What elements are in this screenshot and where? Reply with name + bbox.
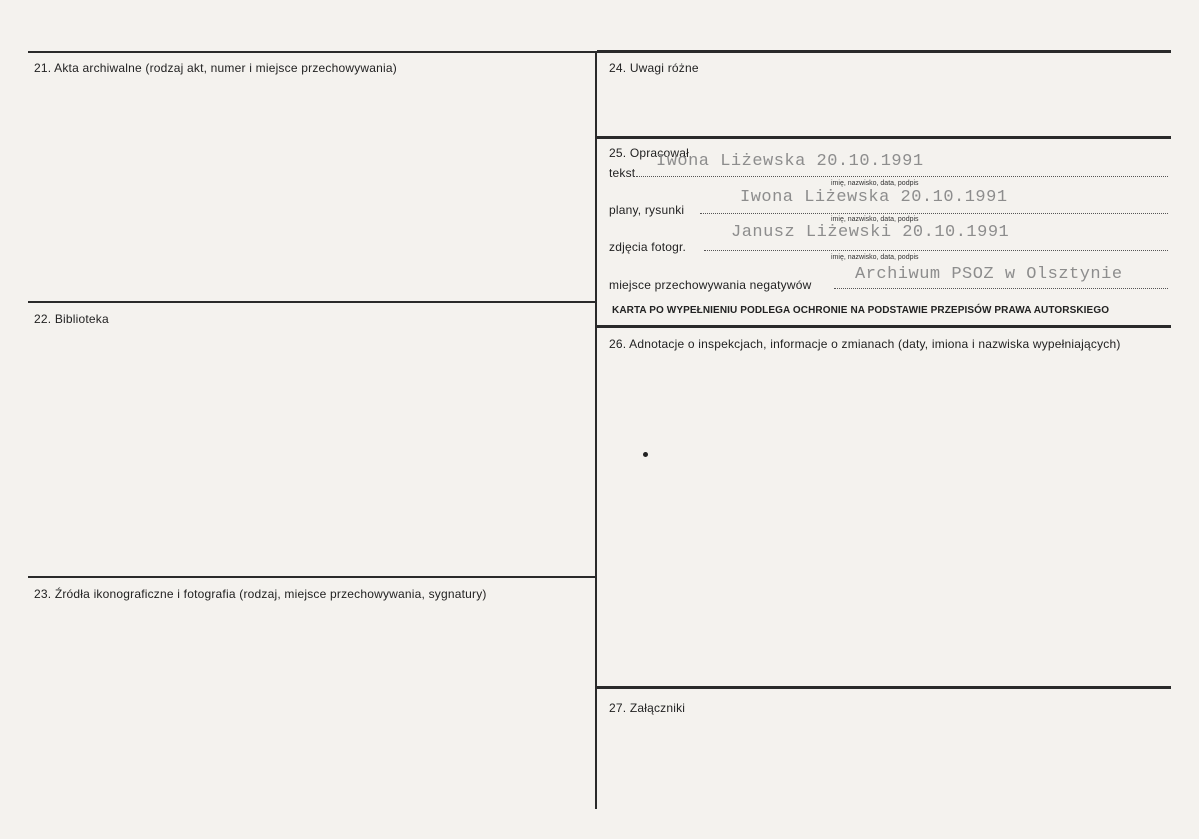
photos-field-line <box>704 250 1168 251</box>
plans-field-value: Iwona Liżewska 20.10.1991 <box>740 188 1008 207</box>
top-rule-right <box>597 50 1171 53</box>
rule-25 <box>597 136 1171 139</box>
section-21-label: 21. Akta archiwalne (rodzaj akt, numer i miejsce przechowywania) <box>34 61 397 75</box>
section-26-label: 26. Adnotacje o inspekcjach, informacje o zmianach (daty, imiona i nazwiska wypełniających) <box>609 337 1121 351</box>
ink-speck <box>643 452 648 457</box>
rule-22 <box>28 301 596 303</box>
rule-26 <box>597 325 1171 328</box>
section-24-label: 24. Uwagi różne <box>609 61 699 75</box>
negatives-field-value: Archiwum PSOZ w Olsztynie <box>855 265 1123 284</box>
plans-field-label: plany, rysunki <box>609 203 685 217</box>
text-field-hint: imię, nazwisko, data, podpis <box>831 180 919 187</box>
text-field-line <box>636 176 1168 177</box>
text-field-label: tekst <box>609 166 636 180</box>
photos-field-hint: imię, nazwisko, data, podpis <box>831 254 919 261</box>
center-divider <box>595 51 597 809</box>
copyright-warning: KARTA PO WYPEŁNIENIU PODLEGA OCHRONIE NA PODSTAWIE PRZEPISÓW PRAWA AUTORSKIEGO <box>612 305 1110 316</box>
section-23-label: 23. Źródła ikonograficzne i fotografia (rodzaj, miejsce przechowywania, sygnatury) <box>34 587 487 601</box>
negatives-field-label: miejsce przechowywania negatywów <box>609 278 812 292</box>
section-22-label: 22. Biblioteka <box>34 312 109 326</box>
photos-field-value: Janusz Liżewski 20.10.1991 <box>731 223 1010 242</box>
negatives-field-line <box>834 288 1168 289</box>
section-27-label: 27. Załączniki <box>609 701 686 715</box>
plans-field-hint: imię, nazwisko, data, podpis <box>831 216 919 223</box>
section-25-label: 25. Opracował <box>609 146 689 160</box>
top-rule-left <box>28 51 596 53</box>
plans-field-line <box>700 213 1168 214</box>
text-field-value: Iwona Liżewska 20.10.1991 <box>656 152 924 171</box>
photos-field-label: zdjęcia fotogr. <box>609 240 687 254</box>
rule-27 <box>597 686 1171 689</box>
rule-23 <box>28 576 596 578</box>
